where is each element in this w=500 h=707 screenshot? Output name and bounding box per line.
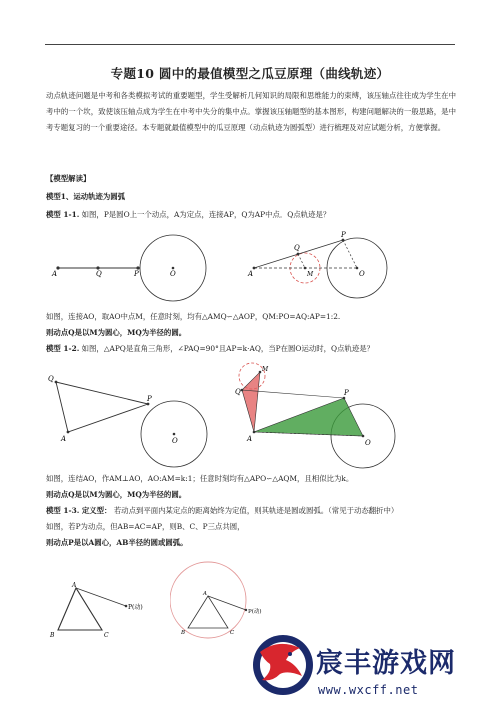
- point-p: [343, 397, 346, 400]
- label-q: Q: [294, 244, 300, 252]
- label-o: O: [365, 439, 371, 447]
- label-p: P: [341, 231, 346, 239]
- model11-title: 模型 1-1.: [46, 210, 80, 219]
- label-q: Q: [48, 375, 54, 383]
- label-c: C: [104, 632, 109, 639]
- point-a: [253, 431, 256, 434]
- label-b: B: [50, 632, 55, 639]
- label-c: C: [230, 630, 235, 636]
- locus-circle-a: [170, 562, 246, 638]
- logo-eye: [288, 652, 292, 656]
- label-m: M: [307, 271, 314, 278]
- point-m: [304, 267, 307, 270]
- label-p-moving: P(动): [248, 609, 262, 615]
- segment-ap: [76, 588, 126, 606]
- model11-question: [46, 209, 466, 221]
- watermark-url: www.wxcff.net: [318, 683, 419, 697]
- label-a: A: [248, 270, 254, 278]
- label-a: A: [203, 591, 207, 597]
- label-b: B: [181, 630, 186, 636]
- point-p: [342, 239, 345, 242]
- label-m: M: [262, 366, 269, 373]
- figure-11-left: [40, 228, 220, 308]
- triangle-aqm: [242, 372, 260, 432]
- point-m: [259, 371, 262, 374]
- label-q: Q: [96, 270, 102, 278]
- model11-conclusion: 则动点Q是以M为圆心，MQ为半径的圆。: [46, 328, 187, 337]
- label-a: A: [72, 582, 77, 589]
- watermark-dragon-logo: [250, 630, 316, 700]
- header-rule: [45, 44, 455, 45]
- label-a: A: [52, 270, 58, 278]
- label-q: Q: [235, 388, 241, 396]
- model11-explanation: 如图，连接AO，取AO中点M，任意时刻，均有△AMQ∽△AOP，QM:PO=AQ:AP=1:2.: [46, 312, 341, 321]
- label-p: P: [344, 389, 349, 397]
- point-q: [297, 253, 300, 256]
- label-p: P: [134, 270, 139, 278]
- point-p: [125, 605, 128, 608]
- segment-po: [343, 240, 357, 268]
- model13-text: 若动点到平面内某定点的距离始终为定值，则其轨迹是圆或圆弧。（常见于动态翻折中）: [113, 506, 399, 515]
- figure-12-right: [232, 360, 402, 472]
- model12-conclusion: 则动点Q是以M为圆心，MQ为半径的圆。: [46, 490, 187, 499]
- triangle-abc: [58, 588, 102, 630]
- point-o: [173, 433, 176, 436]
- document-title: 专题10 圆中的最值模型之瓜豆原理（曲线轨迹）: [110, 66, 390, 81]
- label-o: O: [170, 270, 176, 278]
- figure-13-left: [44, 580, 164, 642]
- label-p: P: [147, 395, 152, 403]
- model13-explanation: 如图，若P为动点，但AB=AC=AP，则B、C、P三点共圆，: [46, 522, 245, 531]
- model13-title: 模型 1-3. 定义型：: [46, 506, 112, 515]
- model12-explanation: 如图，连结AO，作AM⊥AO，AO:AM=k:1；任意时刻均有△APO∽△AQM，且相似比为k。: [46, 474, 354, 483]
- point-a: [253, 267, 256, 270]
- point-o: [356, 267, 359, 270]
- model11-text: 如图，P是圆O上一个动点，A为定点，连接AP，Q为AP中点．Q点轨迹是？: [81, 210, 331, 219]
- point-o: [362, 435, 365, 438]
- point-o: [172, 267, 175, 270]
- point-q: [55, 381, 58, 384]
- segment-qm: [298, 254, 305, 268]
- section-heading: 【模型解读】: [46, 174, 91, 183]
- intro-paragraph: 动点轨迹问题是中考和各类模拟考试的重要题型，学生受解析几何知识的局限和思维能力的束缚，该压轴点往往成为学生在中考中的一个坎，致使该压轴点成为学生在中考中失分的集中点。掌握该压轴题型的基本图形，构建问题解决的一般思路，是中考专题复习的一个重要途径。本专题就最值模型中的瓜豆原理（动点轨迹为圆弧型）进行梳理及对应试题分析，方便掌握。: [46, 91, 456, 132]
- point-q: [241, 389, 244, 392]
- label-a: A: [247, 435, 253, 443]
- label-p-moving: P(动): [128, 604, 143, 611]
- triangle-apq: [56, 382, 148, 432]
- segment-ap: [208, 596, 246, 610]
- watermark-brand: 宸丰游戏网: [316, 648, 456, 679]
- label-a: A: [61, 435, 67, 443]
- label-o: O: [172, 437, 178, 445]
- figure-11-right: [240, 228, 410, 308]
- point-p: [147, 403, 150, 406]
- label-o: O: [359, 270, 365, 278]
- model13-question: [46, 505, 466, 517]
- model1-heading: 模型1、运动轨迹为圆弧: [46, 192, 126, 201]
- point-a: [67, 431, 70, 434]
- model12-title: 模型 1-2.: [46, 344, 80, 353]
- model12-question: [46, 343, 466, 355]
- figure-12-left: [44, 364, 224, 474]
- model13-conclusion: 则动点P是以A圆心，AB半径的圆或圆弧。: [46, 538, 188, 547]
- point-p: [245, 609, 247, 611]
- model12-text: 如图，△APQ是直角三角形，∠PAQ=90°且AP=k·AQ，当P在圆O运动时，Q点轨迹是？: [81, 344, 375, 353]
- triangle-apo: [254, 398, 363, 436]
